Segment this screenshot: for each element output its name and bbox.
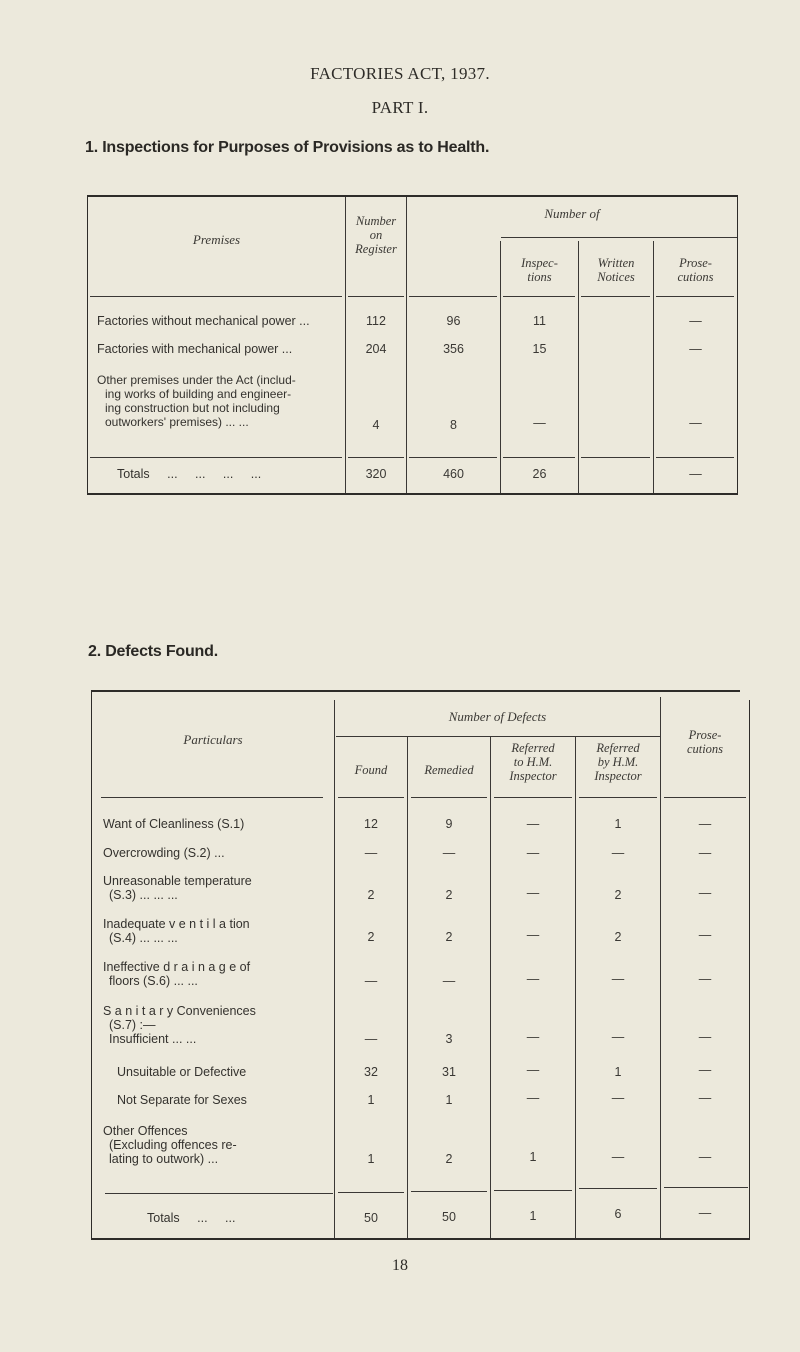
table1-totals-rule: [348, 457, 404, 458]
table2-totals-rule: [338, 1192, 404, 1193]
header-line: Register: [355, 242, 397, 256]
table1-header-rule: [503, 296, 575, 297]
table1-header-rule: [581, 296, 650, 297]
cell-referred-by: 2: [614, 888, 622, 902]
cell-referred-by: —: [611, 846, 625, 860]
header-line: Referred: [511, 741, 555, 755]
header-referred-by: [576, 741, 660, 783]
cell-remedied: 3: [445, 1032, 453, 1046]
label-line: Insufficient ... ...: [109, 1032, 197, 1046]
cell-remedied: —: [442, 846, 456, 860]
header-line: Inspector: [594, 769, 642, 783]
cell-remedied: 1: [445, 1093, 453, 1107]
header-line: Written: [597, 256, 635, 270]
header-number-of: Number of: [544, 206, 600, 221]
cell-referred-to: —: [526, 886, 540, 900]
header-inspections: [501, 256, 578, 284]
label-line: floors (S.6) ... ...: [109, 974, 198, 988]
cell-prosecutions: —: [698, 817, 712, 831]
cell-referred-to: —: [526, 1063, 540, 1077]
row-label: Not Separate for Sexes: [117, 1093, 247, 1107]
table2-header-rule: [101, 797, 323, 798]
totals-label: Totals ... ... ... ...: [117, 467, 262, 481]
row-label: [103, 960, 333, 988]
cell-referred-to: —: [526, 972, 540, 986]
label-line: (S.7) :—: [109, 1018, 156, 1032]
table1-totals-rule: [409, 457, 497, 458]
label-line: ing works of building and engineer-: [105, 387, 292, 401]
total-found: 50: [364, 1211, 378, 1225]
cell-notices: —: [533, 416, 546, 430]
header-line: Prose-: [679, 256, 712, 270]
total-notices: 26: [532, 467, 547, 481]
cell-referred-to: —: [526, 846, 540, 860]
header-line: by H.M.: [597, 755, 639, 769]
header-written-notices: [579, 256, 653, 284]
header-number-on-register: [346, 214, 406, 256]
page-number: 18: [392, 1257, 408, 1274]
header-prosecutions: [661, 728, 749, 756]
cell-found: 12: [364, 817, 378, 831]
cell-prosecutions: —: [689, 342, 702, 356]
cell-found: —: [364, 1032, 378, 1046]
header-line: Inspector: [509, 769, 557, 783]
header-particulars: Particulars: [183, 732, 243, 747]
table1-totals-rule: [90, 457, 342, 458]
label-line: ing construction but not including: [105, 401, 280, 415]
cell-referred-by: 1: [614, 817, 622, 831]
table1-top-border: [87, 195, 738, 197]
cell-register: 4: [372, 418, 380, 432]
header-prosecutions: [654, 256, 737, 284]
header-remedied: Remedied: [424, 763, 474, 777]
cell-found: —: [364, 974, 378, 988]
totals-label: Totals ... ...: [147, 1211, 236, 1225]
label-line: S a n i t a r y Conveniences: [103, 1004, 256, 1018]
table1-totals-rule: [581, 457, 650, 458]
cell-referred-by: 2: [614, 930, 622, 944]
header-line: Number: [355, 214, 397, 228]
section2-heading: 2. Defects Found.: [88, 643, 218, 660]
row-label: [103, 1004, 333, 1046]
cell-referred-by: —: [611, 972, 625, 986]
cell-notices: 15: [532, 342, 547, 356]
header-number-of-defects: Number of Defects: [448, 709, 547, 724]
document-title: FACTORIES ACT, 1937.: [310, 64, 490, 83]
table2-header-rule: [579, 797, 657, 798]
total-referred-to: 1: [529, 1209, 537, 1223]
header-line: to H.M.: [513, 755, 553, 769]
table2-totals-rule: [411, 1191, 487, 1192]
cell-prosecutions: —: [698, 1091, 712, 1105]
cell-prosecutions: —: [698, 928, 712, 942]
cell-found: 1: [367, 1093, 375, 1107]
total-register: 320: [365, 467, 387, 481]
table2-totals-rule: [664, 1187, 748, 1188]
total-prosecutions: —: [689, 467, 702, 481]
table1-group-underline: [501, 237, 737, 238]
cell-referred-to: —: [526, 817, 540, 831]
header-line: Referred: [596, 741, 640, 755]
cell-notices: 11: [533, 314, 546, 328]
cell-referred-by: —: [611, 1150, 625, 1164]
row-label: [103, 917, 333, 945]
header-referred-to: [491, 741, 575, 783]
cell-prosecutions: —: [698, 846, 712, 860]
cell-prosecutions: —: [689, 314, 702, 328]
part-heading: PART I.: [371, 98, 429, 117]
cell-found: 2: [367, 888, 375, 902]
table2-header-rule: [494, 797, 572, 798]
header-line: tions: [527, 270, 552, 284]
row-label: Want of Cleanliness (S.1): [103, 817, 245, 831]
table1-header-rule: [409, 296, 497, 297]
header-line: cutions: [677, 270, 714, 284]
cell-remedied: 31: [442, 1065, 456, 1079]
label-line: Inadequate v e n t i l a tion: [103, 917, 250, 931]
label-line: outworkers' premises) ... ...: [105, 415, 249, 429]
row-label: [97, 373, 345, 429]
table1-totals-rule: [656, 457, 734, 458]
cell-found: 32: [364, 1065, 378, 1079]
label-line: Unreasonable temperature: [103, 874, 252, 888]
table1-right-border: [737, 195, 738, 495]
row-label: Factories with mechanical power ...: [97, 342, 293, 356]
cell-remedied: 9: [445, 817, 453, 831]
header-line: Notices: [597, 270, 635, 284]
table2-totals-rule: [105, 1193, 333, 1194]
header-line: Prose-: [688, 728, 722, 742]
table2-top-border: [91, 690, 740, 692]
table1-header-rule: [348, 296, 404, 297]
cell-prosecutions: —: [698, 886, 712, 900]
header-premises: Premises: [192, 232, 241, 247]
table2-header-rule: [338, 797, 404, 798]
cell-found: —: [364, 846, 378, 860]
table2-header-rule: [664, 797, 746, 798]
table2-left-border: [91, 690, 92, 1240]
table1-header-rule: [656, 296, 734, 297]
cell-referred-to: —: [526, 1030, 540, 1044]
cell-found: 2: [367, 930, 375, 944]
header-found: Found: [354, 763, 388, 777]
row-label: [103, 1124, 333, 1166]
cell-inspections: 8: [450, 418, 457, 432]
total-remedied: 50: [442, 1210, 456, 1224]
table2-bottom-border: [91, 1238, 750, 1240]
total-inspections: 460: [443, 467, 464, 481]
section1-heading: 1. Inspections for Purposes of Provisions as to Health.: [85, 139, 490, 156]
label-line: lating to outwork) ...: [109, 1152, 219, 1166]
label-line: (S.4) ... ... ...: [109, 931, 178, 945]
cell-referred-by: —: [611, 1030, 625, 1044]
cell-prosecutions: —: [698, 1030, 712, 1044]
table2-totals-rule: [494, 1190, 572, 1191]
cell-remedied: 2: [445, 1152, 453, 1166]
table2-right-border: [749, 700, 750, 1240]
cell-found: 1: [367, 1152, 375, 1166]
cell-referred-by: —: [611, 1091, 625, 1105]
cell-inspections: 356: [443, 342, 464, 356]
cell-prosecutions: —: [698, 1063, 712, 1077]
table1-totals-rule: [503, 457, 575, 458]
row-label: Overcrowding (S.2) ...: [103, 846, 225, 860]
header-line: on: [369, 228, 383, 242]
cell-remedied: 2: [445, 888, 453, 902]
row-label: [103, 874, 333, 902]
table1-header-rule: [90, 296, 342, 297]
cell-prosecutions: —: [689, 416, 702, 430]
row-label: Factories without mechanical power ...: [97, 314, 310, 328]
cell-prosecutions: —: [698, 972, 712, 986]
total-referred-by: 6: [614, 1207, 622, 1221]
total-prosecutions: —: [698, 1206, 712, 1220]
header-line: cutions: [686, 742, 724, 756]
label-line: (Excluding offences re-: [109, 1138, 237, 1152]
cell-inspections: 96: [446, 314, 461, 328]
label-line: Ineffective d r a i n a g e of: [103, 960, 251, 974]
label-line: (S.3) ... ... ...: [109, 888, 178, 902]
table2-group-underline: [336, 736, 660, 737]
cell-prosecutions: —: [698, 1150, 712, 1164]
table1-bottom-border: [87, 493, 738, 495]
cell-referred-to: 1: [529, 1150, 537, 1164]
cell-remedied: 2: [445, 930, 453, 944]
cell-referred-by: 1: [614, 1065, 622, 1079]
label-line: Other Offences: [103, 1124, 188, 1138]
cell-register: 204: [365, 342, 387, 356]
cell-remedied: —: [442, 974, 456, 988]
cell-referred-to: —: [526, 928, 540, 942]
header-line: Inspec-: [521, 256, 558, 270]
label-line: Other premises under the Act (includ-: [97, 373, 296, 387]
cell-register: 112: [366, 314, 386, 328]
table2-header-rule: [411, 797, 487, 798]
row-label: Unsuitable or Defective: [117, 1065, 247, 1079]
table2-totals-rule: [579, 1188, 657, 1189]
cell-referred-to: —: [526, 1091, 540, 1105]
